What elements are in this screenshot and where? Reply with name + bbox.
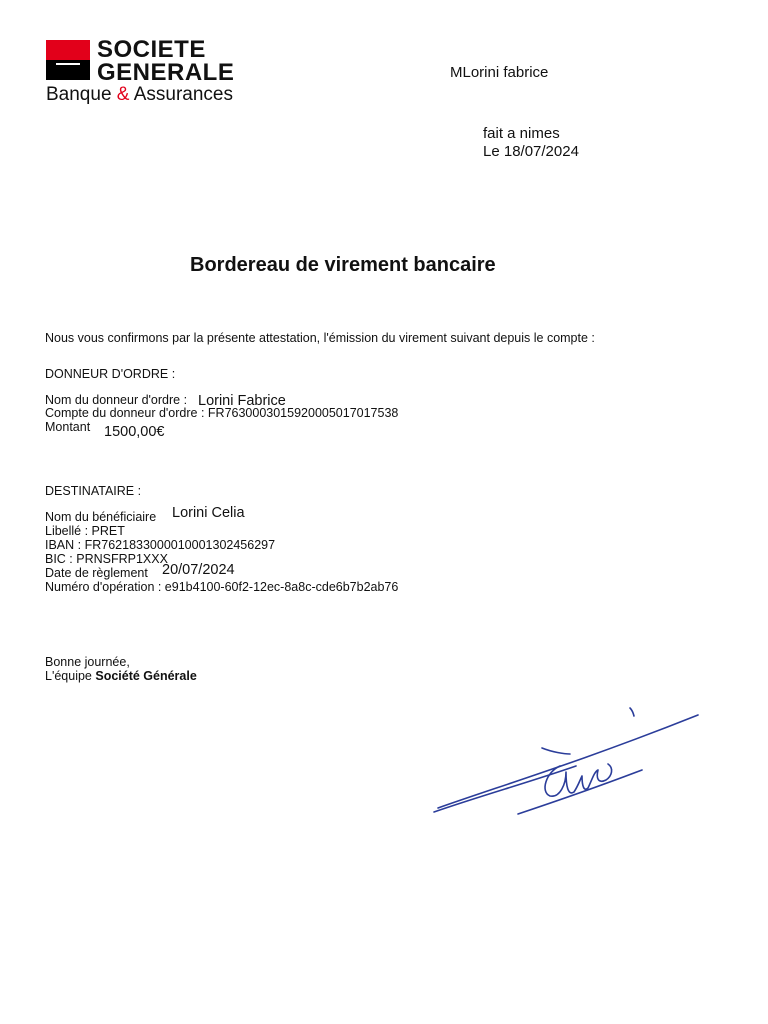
tagline-assurances: Assurances (129, 84, 233, 105)
operation-number-line: Numéro d'opération : e91b4100-60f2-12ec-8a8c-cde6b7b2ab76 (45, 580, 399, 594)
intro-text: Nous vous confirmons par la présente attestation, l'émission du virement suivant depuis le compte : (45, 331, 595, 345)
settlement-date-value: 20/07/2024 (162, 562, 235, 578)
beneficiary-name-label: Nom du bénéficiaire (45, 510, 157, 524)
donneur-name-value: Lorini Fabrice (198, 393, 286, 409)
date-line: Le 18/07/2024 (483, 143, 579, 160)
signoff-company: Société Générale (95, 669, 197, 683)
logo-brand-line1: SOCIETE (97, 36, 206, 63)
closing-signoff (45, 669, 197, 683)
beneficiary-name-value: Lorini Celia (172, 505, 245, 521)
donneur-name-label: Nom du donneur d'ordre : (45, 393, 188, 407)
bic-line: BIC : PRNSFRP1XXX (45, 552, 168, 566)
donneur-account-line: Compte du donneur d'ordre : FR7630003015920005017017538 (45, 406, 399, 420)
signoff-prefix: L'équipe (45, 669, 96, 683)
logo-red-square (46, 40, 90, 60)
amount-value: 1500,00€ (104, 424, 165, 440)
closing-greeting: Bonne journée, (45, 655, 130, 669)
settlement-date-label: Date de règlement (45, 566, 148, 580)
place-line: fait a nimes (483, 125, 560, 142)
iban-line: IBAN : FR7621833000010001302456297 (45, 538, 276, 552)
amount-label: Montant (45, 420, 91, 434)
libelle-line: Libellé : PRET (45, 524, 125, 538)
handwritten-signature-icon (420, 700, 720, 830)
logo-brand-line2: GENERALE (97, 59, 235, 86)
logo-black-square (46, 60, 90, 80)
donneur-heading: DONNEUR D'ORDRE : (45, 367, 176, 381)
recipient-name: MLorini fabrice (450, 64, 549, 81)
tagline-ampersand: & (116, 84, 130, 105)
tagline-banque: Banque (46, 84, 117, 105)
destinataire-heading: DESTINATAIRE : (45, 484, 142, 498)
logo-tagline (46, 84, 233, 106)
societe-generale-logo-icon (46, 40, 90, 80)
document-title: Bordereau de virement bancaire (190, 254, 496, 276)
logo-white-bar (56, 63, 80, 65)
